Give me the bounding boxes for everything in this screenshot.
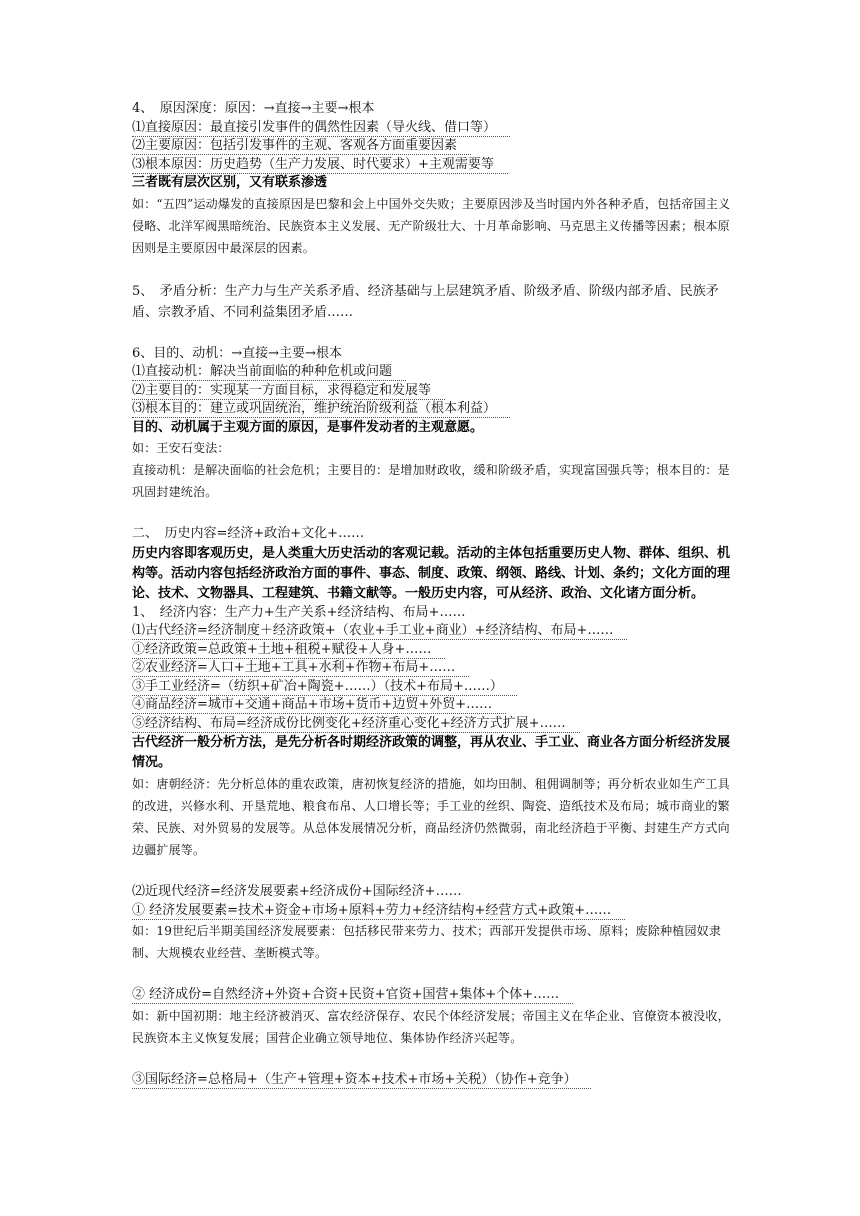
ancient-economy-method: 古代经济一般分析方法，是先分析各时期经济政策的调整，再从农业、手工业、商业各方面分析经济发展情况。: [132, 735, 731, 770]
section-6-example-title: 如：王安石变法：: [132, 441, 230, 455]
section-6-bold-note: 目的、动机属于主观方面的原因，是事件发动者的主观意愿。: [132, 419, 484, 435]
modern-economy-item-2: ② 经济成份=自然经济+外资+合资+民资+官资+国营+集体+个体+……: [132, 986, 573, 1004]
section-6-item-2: ⑵主要目的：实现某一方面目标，求得稳定和发展等: [132, 382, 445, 400]
ancient-economy-example: 如：唐朝经济：先分析总体的重农政策，唐初恢复经济的措施，如均田制、租佣调制等；再分析农业如生产工具的改进，兴修水利、开垦荒地、粮食布帛、人口增长等；手工业的丝织、陶瓷、造纸技术及布局；城市商业的繁荣、民族、对外贸易的发展等。从总体发展情况分析，商品经济仍然微弱，南北经济趋于平衡、封建生产方式向边疆扩展等。: [132, 777, 730, 857]
section-4-item-1: ⑴直接原因：最直接引发事件的偶然性因素（导火线、借口等）: [132, 119, 510, 137]
part-2-bold-summary: 历史内容即客观历史，是人类重大历史活动的客观记载。活动的主体包括重要历史人物、群体、组织、机构等。活动内容包括经济政治方面的事件、事态、制度、政策、纲领、路线、计划、条约；文化方面的理论、技术、文物器具、工程建筑、书籍文献等。一般历史内容，可从经济、政治、文化诸方面分析。: [132, 545, 731, 601]
document-page: [132, 100, 738, 1089]
section-6-item-1: ⑴直接动机：解决当前面临的种种危机或问题: [132, 363, 406, 381]
section-4-example: 如：“五四”运动爆发的直接原因是巴黎和会上中国外交失败；主要原因涉及当时国内外各种矛盾，包括帝国主义侵略、北洋军阀黑暗统治、民族资本主义发展、无产阶级壮大、十月革命影响、马克思主义传播等因素；根本原因则是主要原因中最深层的因素。: [132, 196, 731, 255]
ancient-economy-heading: ⑴古代经济=经济制度＋经济政策+（农业+手工业+商业）+经济结构、布局+……: [132, 622, 627, 640]
modern-economy-heading: ⑵近现代经济=经济发展要素+经济成份+国际经济+……: [132, 884, 462, 899]
section-4-item-2: ⑵主要原因：包括引发事件的主观、客观各方面重要因素: [132, 137, 471, 155]
section-4-bold-note: 三者既有层次区别，又有联系渗透: [132, 175, 328, 190]
ancient-economy-item-4: ④商品经济=城市+交通+商品+市场+货币+边贸+外贸+……: [132, 696, 506, 714]
section-4-item-3: ⑶根本原因：历史趋势（生产力发展、时代要求）+主观需要等: [132, 156, 508, 174]
section-6-example: 直接动机：是解决面临的社会危机；主要目的：是增加财政收，缓和阶级矛盾，实现富国强兵等；根本目的：是巩固封建统治。: [132, 463, 730, 499]
section-6-heading: 6、目的、动机：→直接→主要→根本: [132, 345, 342, 361]
part-2-heading: 二、 历史内容=经济+政治+文化+……: [132, 526, 365, 541]
modern-economy-item-3: ③国际经济=总格局+（生产+管理+资本+技术+市场+关税）（协作+竞争）: [132, 1071, 591, 1089]
modern-economy-example-1: 如：19世纪后半期美国经济发展要素：包括移民带来劳力、技术；西部开发提供市场、原料；废除种植园奴隶制、大规模农业经营、垄断模式等。: [132, 924, 722, 960]
ancient-economy-item-1: ①经济政策=总政策+土地+租税+赋役+人身+……: [132, 641, 445, 659]
modern-economy-item-1: ① 经济发展要素=技术+资金+市场+原料+劳力+经济结构+经营方式+政策+……: [132, 902, 625, 920]
section-6-item-3: ⑶根本目的：建立或巩固统治，维护统治阶级利益（根本利益）: [132, 400, 510, 418]
modern-economy-example-2: 如：新中国初期：地主经济被消灭、富农经济保存、农民个体经济发展；帝国主义在华企业、官僚资本被没收，民族资本主义恢复发展；国营企业确立领导地位、集体协作经济兴起等。: [132, 1008, 730, 1045]
section-4-heading: 4、 原因深度：原因：→直接→主要→根本: [132, 101, 375, 116]
ancient-economy-item-3: ③手工业经济=（纺织+矿冶+陶瓷+……）（技术+布局+……）: [132, 678, 517, 696]
section-5-text: 5、 矛盾分析：生产力与生产关系矛盾、经济基础与上层建筑矛盾、阶级矛盾、阶级内部矛盾、民族矛盾、宗教矛盾、不同利益集团矛盾……: [132, 283, 719, 320]
ancient-economy-item-2: ②农业经济=人口+土地+工具+水利+作物+布局+……: [132, 659, 469, 677]
economy-heading: 1、 经济内容：生产力+生产关系+经济结构、布局+……: [132, 604, 466, 620]
ancient-economy-item-5: ⑤经济结构、布局=经济成份比例变化+经济重心变化+经济方式扩展+……: [132, 715, 580, 733]
